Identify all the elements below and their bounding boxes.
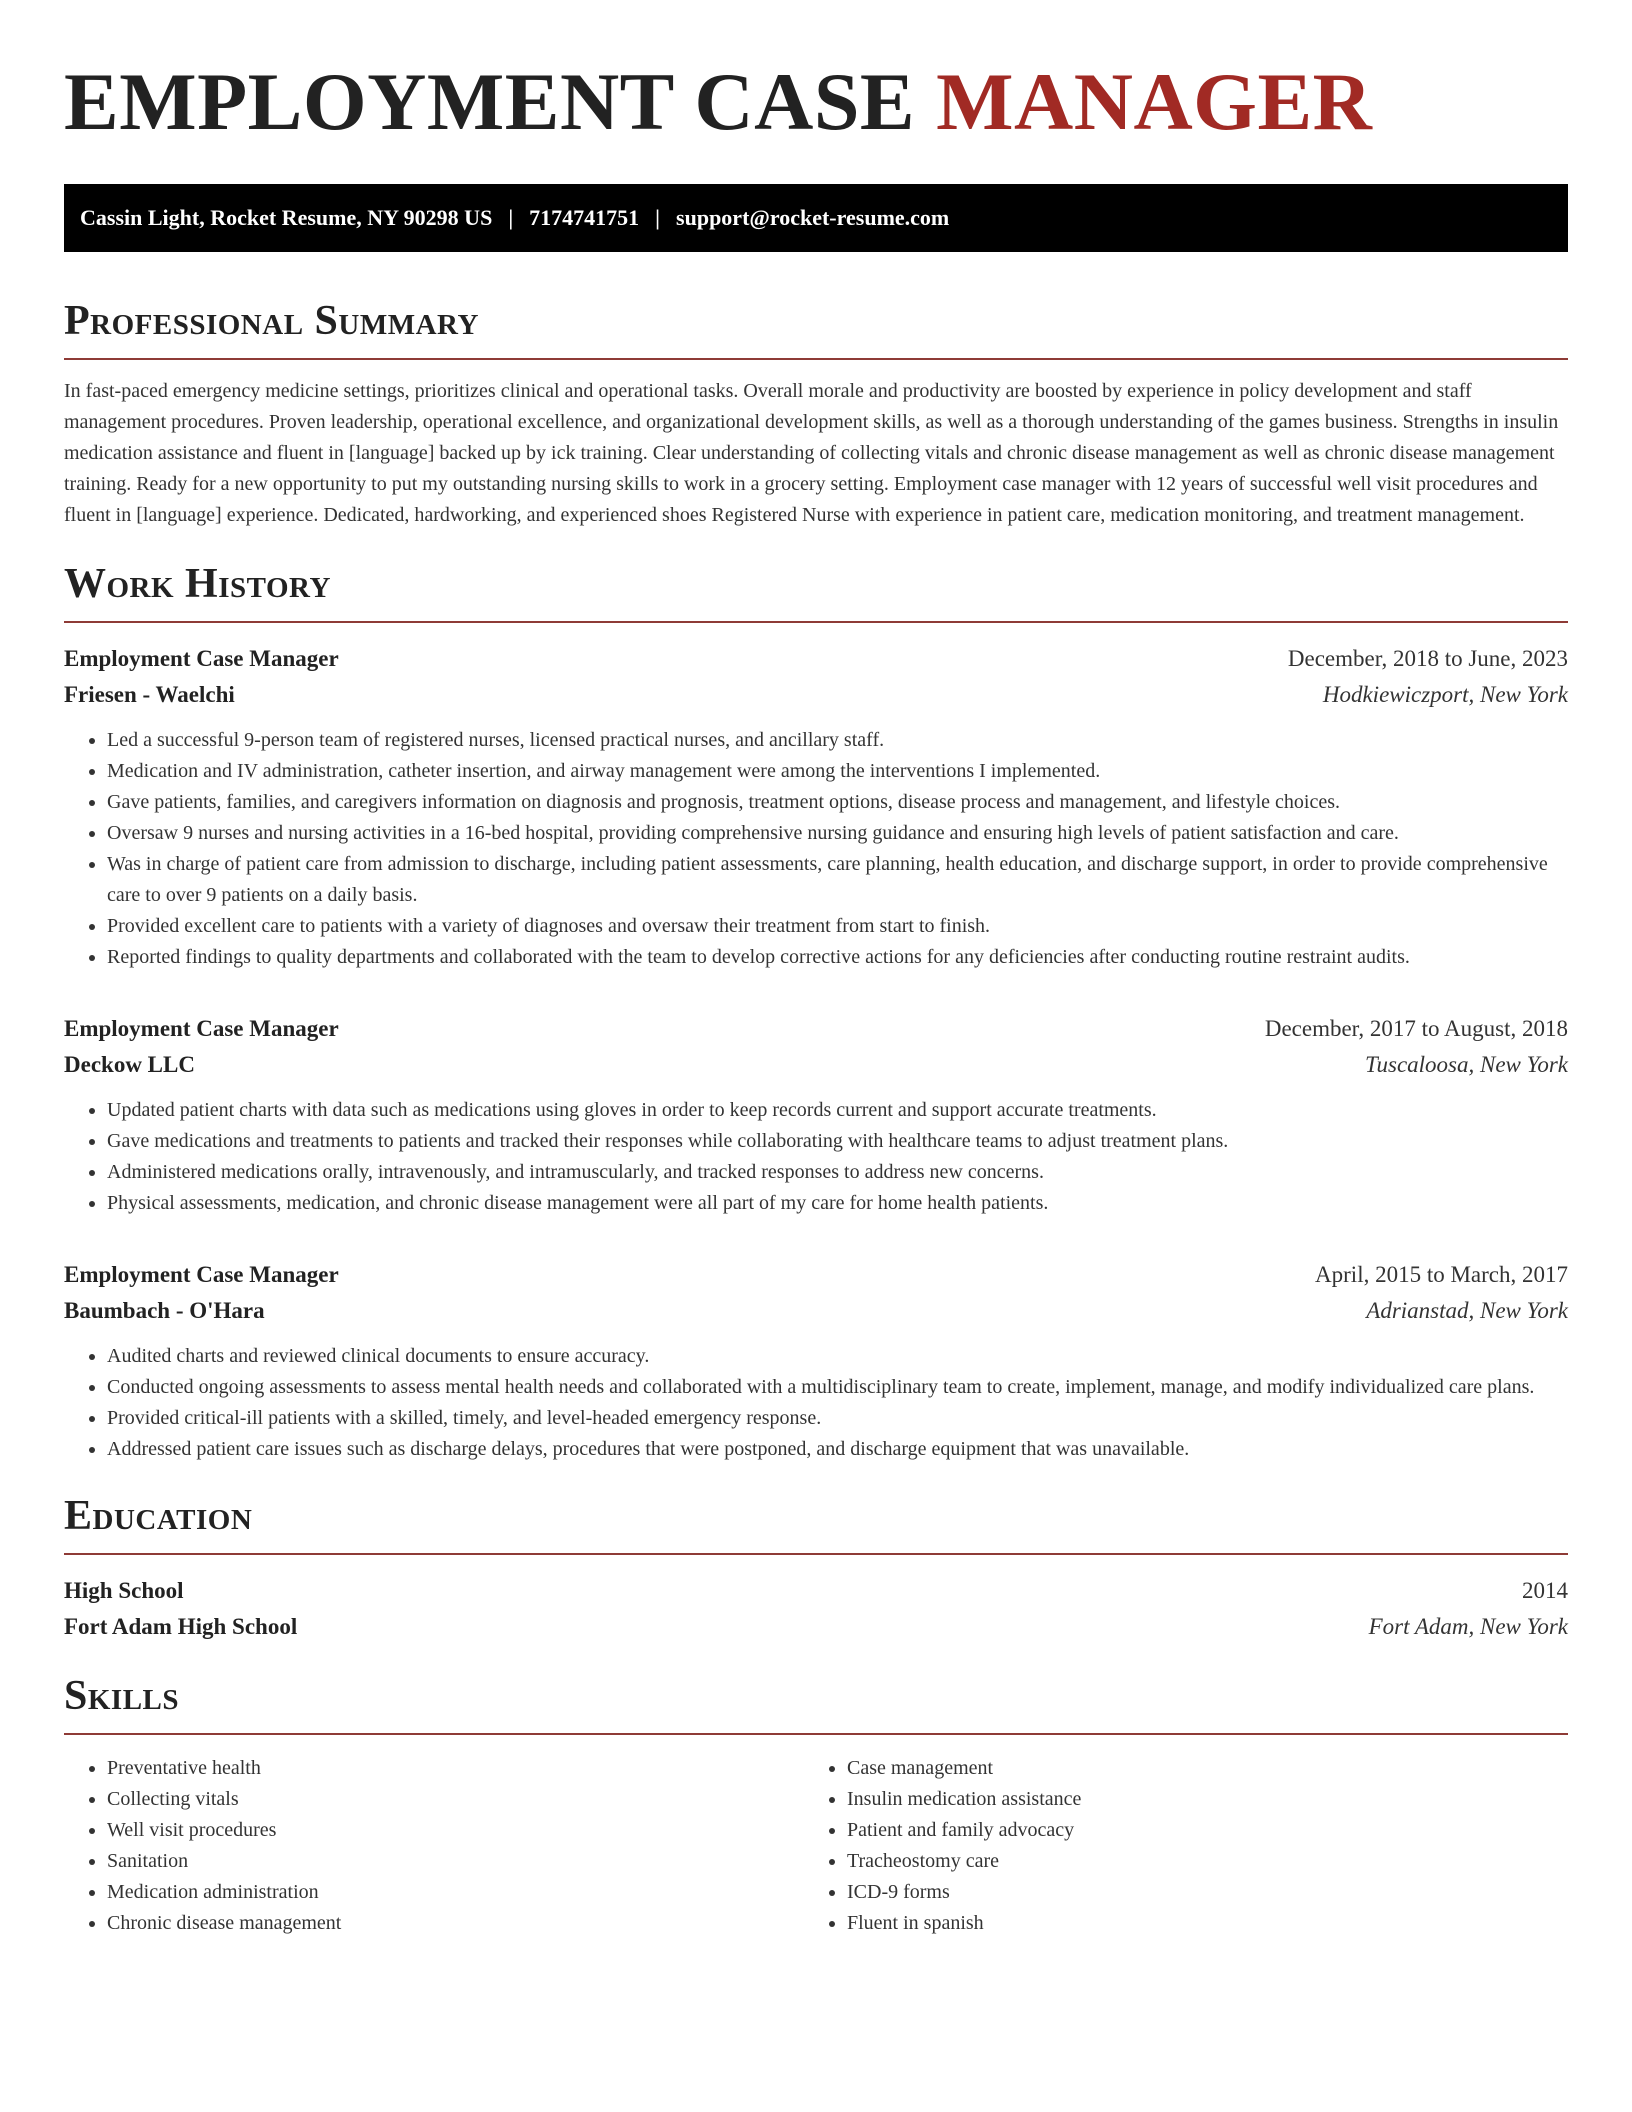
skills-section: [64, 1671, 1568, 1939]
job-bullets: [64, 1095, 1568, 1219]
job-bullet: • Provided excellent care to patients with a variety of diagnoses and oversaw their treatment from start to finish.: [107, 911, 1568, 942]
job-company: Baumbach - O'Hara: [64, 1298, 265, 1323]
job-bullet: • Reported findings to quality departments and collaborated with the team to develop corrective actions for any deficiencies after conducting routine restraint audits.: [107, 942, 1568, 973]
skill-item: • Preventative health: [107, 1753, 804, 1784]
job-bullet: • Audited charts and reviewed clinical documents to ensure accuracy.: [107, 1341, 1568, 1372]
job-bullet: • Gave medications and treatments to patients and tracked their responses while collaborating with healthcare teams to adjust treatment plans.: [107, 1126, 1568, 1157]
skill-item: • Well visit procedures: [107, 1815, 804, 1846]
job-entry: [64, 641, 1568, 973]
job-bullet: • Oversaw 9 nurses and nursing activities in a 16-bed hospital, providing comprehensive nursing guidance and ensuring high levels of patient satisfaction and care.: [107, 818, 1568, 849]
education-entry: [64, 1573, 1568, 1645]
job-title: Employment Case Manager: [64, 646, 339, 671]
job-bullet: • Gave patients, families, and caregivers information on diagnosis and prognosis, treatment options, disease process and management, and lifestyle choices.: [107, 787, 1568, 818]
job-bullet: • Conducted ongoing assessments to assess mental health needs and collaborated with a multidisciplinary team to create, implement, manage, and modify individualized care plans.: [107, 1372, 1568, 1403]
contact-address: Cassin Light, Rocket Resume, NY 90298 US: [80, 205, 493, 230]
job-dates: December, 2017 to August, 2018: [1264, 1016, 1568, 1041]
job-entry: [64, 1257, 1568, 1465]
job-bullet: • Was in charge of patient care from admission to discharge, including patient assessments, care planning, health education, and discharge support, in order to provide comprehensive care to over 9 patients on a daily basis.: [107, 849, 1568, 911]
job-company: Friesen - Waelchi: [64, 682, 235, 707]
job-title: Employment Case Manager: [64, 1262, 339, 1287]
job-header-row: [64, 1257, 1568, 1293]
summary-heading: Professional Summary: [64, 296, 1568, 360]
job-entry: [64, 1011, 1568, 1219]
education-degree: High School: [64, 1578, 184, 1603]
skill-item: • Case management: [847, 1753, 1544, 1784]
education-location: Fort Adam, New York: [1368, 1614, 1568, 1639]
job-title: Employment Case Manager: [64, 1016, 339, 1041]
skills-heading: Skills: [64, 1671, 1568, 1735]
job-bullet: • Led a successful 9-person team of registered nurses, licensed practical nurses, and ancillary staff.: [107, 725, 1568, 756]
skills-list-left: [64, 1753, 804, 1939]
contact-phone[interactable]: 7174741751: [529, 205, 640, 230]
summary-section: [64, 296, 1568, 531]
job-bullet: • Provided critical-ill patients with a skilled, timely, and level-headed emergency response.: [107, 1403, 1568, 1434]
job-location: Hodkiewiczport, New York: [1322, 682, 1568, 707]
job-bullet: • Physical assessments, medication, and chronic disease management were all part of my care for home health patients.: [107, 1188, 1568, 1219]
job-header-row: [64, 641, 1568, 677]
education-school-row: [64, 1609, 1568, 1645]
title-main: EMPLOYMENT CASE: [64, 56, 916, 147]
skill-item: • Tracheostomy care: [847, 1846, 1544, 1877]
contact-separator: |: [655, 205, 661, 230]
job-bullet: • Updated patient charts with data such as medications using gloves in order to keep records current and support accurate treatments.: [107, 1095, 1568, 1126]
job-bullet: • Administered medications orally, intravenously, and intramuscularly, and tracked responses to address new concerns.: [107, 1157, 1568, 1188]
job-location: Adrianstad, New York: [1366, 1298, 1568, 1323]
work-history-heading: Work History: [64, 559, 1568, 623]
job-location: Tuscaloosa, New York: [1364, 1052, 1568, 1077]
skill-item: • Patient and family advocacy: [847, 1815, 1544, 1846]
job-bullet: • Addressed patient care issues such as discharge delays, procedures that were postponed, and discharge equipment that was unavailable.: [107, 1434, 1568, 1465]
job-company-row: [64, 1293, 1568, 1329]
education-section: [64, 1491, 1568, 1645]
skill-item: • Collecting vitals: [107, 1784, 804, 1815]
job-bullet: • Medication and IV administration, catheter insertion, and airway management were among the interventions I implemented.: [107, 756, 1568, 787]
job-company-row: [64, 677, 1568, 713]
education-header-row: [64, 1573, 1568, 1609]
resume-title: [64, 52, 1568, 152]
education-heading: Education: [64, 1491, 1568, 1555]
skills-columns: [64, 1753, 1568, 1939]
skill-item: • Sanitation: [107, 1846, 804, 1877]
skill-item: • Medication administration: [107, 1877, 804, 1908]
skill-item: • Chronic disease management: [107, 1908, 804, 1939]
education-school: Fort Adam High School: [64, 1614, 298, 1639]
contact-separator: |: [508, 205, 514, 230]
skill-item: • Insulin medication assistance: [847, 1784, 1544, 1815]
job-company-row: [64, 1047, 1568, 1083]
job-bullets: [64, 1341, 1568, 1465]
title-accent: MANAGER: [936, 56, 1373, 147]
skill-item: • Fluent in spanish: [847, 1908, 1544, 1939]
job-header-row: [64, 1011, 1568, 1047]
skills-list-right: [804, 1753, 1544, 1939]
job-dates: December, 2018 to June, 2023: [1287, 646, 1568, 671]
job-bullets: [64, 725, 1568, 973]
skill-item: • ICD-9 forms: [847, 1877, 1544, 1908]
job-company: Deckow LLC: [64, 1052, 195, 1077]
contact-email[interactable]: support@rocket-resume.com: [676, 205, 950, 230]
job-dates: April, 2015 to March, 2017: [1315, 1262, 1568, 1287]
education-year: 2014: [1522, 1578, 1568, 1603]
summary-text: In fast-paced emergency medicine settings, prioritizes clinical and operational tasks. Overall morale and productivity are boosted by experience in policy development and staff management procedures. Proven leadership, operational excellence, and organizational development skills, as well as a thorough understanding of the games business. Strengths in insulin medication assistance and fluent in [language] backed up by ick training. Clear understanding of collecting vitals and chronic disease management as well as chronic disease management training. Ready for a new opportunity to put my outstanding nursing skills to work in a grocery setting. Employment case manager with 12 years of successful well visit procedures and fluent in [language] experience. Dedicated, hardworking, and experienced shoes Registered Nurse with experience in patient care, medication monitoring, and treatment management.: [64, 380, 1559, 526]
work-history-section: [64, 559, 1568, 1465]
contact-bar: [64, 184, 1568, 252]
